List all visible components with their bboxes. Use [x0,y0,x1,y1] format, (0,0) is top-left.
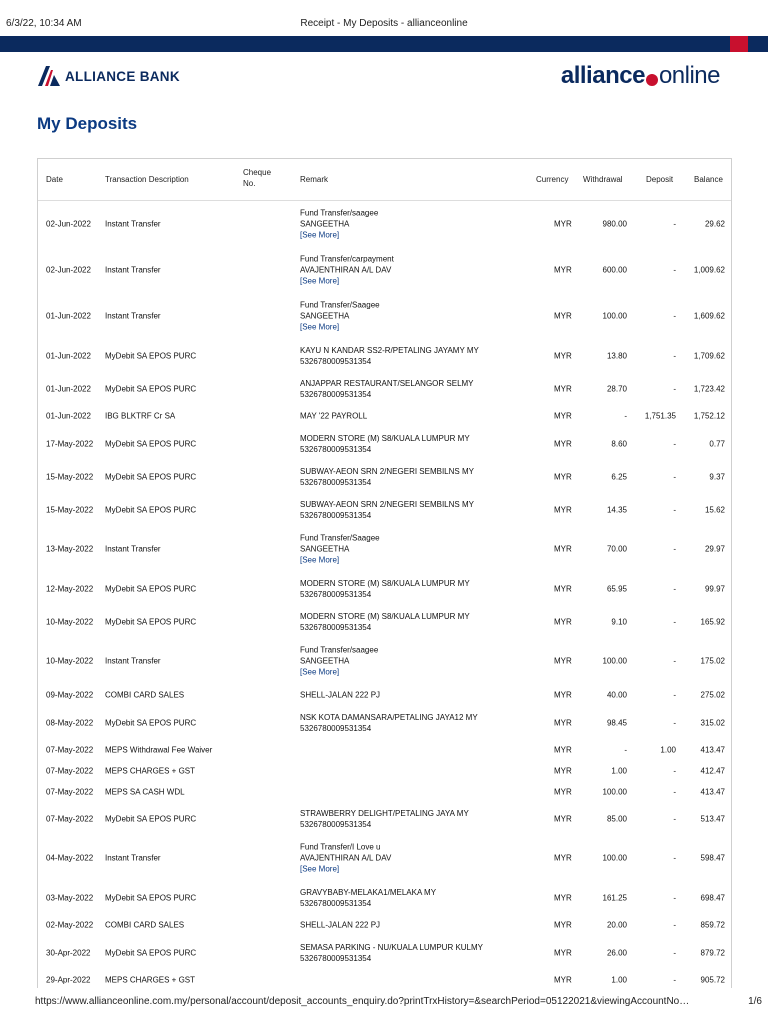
table-row [38,881,731,914]
print-page-number: 1/6 [748,996,762,1007]
cell-currency: MYR [554,505,572,514]
cell-description: Instant Transfer [105,265,161,275]
cell-currency: MYR [554,766,572,775]
cell-deposit: - [673,893,676,902]
see-more-link[interactable]: [See More] [300,230,340,240]
cell-withdrawal: 1.00 [611,766,627,775]
cell-date: 04-May-2022 [46,853,94,863]
print-url: https://www.allianceonline.com.my/personal/account/deposit_accounts_enquiry.do?printTrxHistory=&searchPeriod=05122021&viewingAccountNo… [35,996,690,1007]
cell-deposit: - [673,439,676,448]
cell-date: 12-May-2022 [46,584,94,593]
cell-remark [300,533,380,566]
cell-deposit: - [673,265,676,275]
cell-date: 10-May-2022 [46,656,94,666]
cell-currency: MYR [554,893,572,902]
cell-date: 08-May-2022 [46,718,94,727]
remark-line: KAYU N KANDAR SS2-R/PETALING JAYAMY MY [300,345,479,355]
cell-balance: 0.77 [709,439,725,448]
cell-deposit: - [673,219,676,229]
remark-line: 5326780009531354 [300,510,372,520]
remark-line: 5326780009531354 [300,819,372,829]
cell-balance: 698.47 [700,893,725,902]
cell-deposit: - [673,505,676,514]
remark-line: MODERN STORE (M) S8/KUALA LUMPUR MY [300,578,470,588]
table-body [38,201,731,988]
remark-line: SUBWAY-AEON SRN 2/NEGERI SEMBILNS MY [300,466,474,476]
remark-line: SUBWAY-AEON SRN 2/NEGERI SEMBILNS MY [300,499,474,509]
logo-text-online: online [658,62,720,89]
cell-balance: 175.02 [700,656,725,666]
cell-currency: MYR [554,853,572,863]
cell-date: 02-May-2022 [46,920,94,930]
cell-withdrawal: 13.80 [606,351,627,360]
cell-remark [300,208,378,241]
table-row [38,684,731,706]
remark-line: 5326780009531354 [300,356,372,366]
header-cheque-line1: Cheque [243,168,272,177]
cell-remark [300,254,394,287]
allianceonline-logo [561,62,720,90]
cell-currency: MYR [554,384,572,393]
cell-currency: MYR [554,411,572,421]
remark-line: ANJAPPAR RESTAURANT/SELANGOR SELMY [300,378,474,388]
cell-date: 15-May-2022 [46,505,94,514]
cell-deposit: - [673,544,676,554]
table-row [38,781,731,802]
see-more-link[interactable]: [See More] [300,864,340,874]
cell-balance: 99.97 [704,584,725,593]
cell-date: 07-May-2022 [46,814,94,823]
cell-date: 30-Apr-2022 [46,948,91,957]
header-deposit: Deposit [646,175,674,184]
cell-description: MyDebit SA EPOS PURC [105,439,197,448]
cell-currency: MYR [554,745,572,754]
cell-remark [300,300,380,333]
see-more-link[interactable]: [See More] [300,276,340,286]
remark-line: Fund Transfer/saagee [300,208,379,218]
cell-date: 10-May-2022 [46,617,94,626]
cell-withdrawal: 161.25 [602,893,627,902]
cell-currency: MYR [554,690,572,700]
cell-deposit: - [673,351,676,360]
cell-remark [300,411,367,422]
cell-withdrawal: - [624,411,627,421]
remark-line: SANGEETHA [300,311,350,321]
cell-withdrawal: 100.00 [602,853,627,863]
cell-withdrawal: 980.00 [602,219,627,229]
cell-date: 15-May-2022 [46,472,94,481]
remark-line: MAY '22 PAYROLL [300,411,368,421]
cell-description: Instant Transfer [105,544,161,554]
header-balance: Balance [694,175,723,184]
cell-description: MEPS CHARGES + GST [105,766,196,775]
print-header [0,0,768,34]
cell-remark [300,578,470,600]
cell-deposit: - [673,948,676,957]
cell-balance: 859.72 [700,920,725,930]
remark-line: Fund Transfer/saagee [300,645,379,655]
page-title: My Deposits [37,114,138,133]
cell-remark [300,808,469,830]
cell-balance: 513.47 [700,814,725,823]
cell-currency: MYR [554,439,572,448]
remark-line: MODERN STORE (M) S8/KUALA LUMPUR MY [300,433,470,443]
cell-date: 01-Jun-2022 [46,411,91,421]
cell-balance: 15.62 [704,505,725,514]
cell-remark [300,690,380,701]
table-row [38,339,731,372]
cell-balance: 1,709.62 [693,351,725,360]
table-row [38,572,731,605]
table-row [38,936,731,969]
remark-line: 5326780009531354 [300,953,372,963]
cell-deposit: - [673,656,676,666]
table-row [38,427,731,460]
cell-date: 17-May-2022 [46,439,94,448]
cell-date: 07-May-2022 [46,745,94,754]
cell-date: 29-Apr-2022 [46,975,91,984]
alliance-bank-logo [38,66,180,86]
cell-balance: 29.62 [704,219,725,229]
remark-line: AVAJENTHIRAN A/L DAV [300,853,392,863]
cell-balance: 315.02 [700,718,725,727]
cell-deposit: 1.00 [660,745,676,754]
cell-description: MEPS SA CASH WDL [105,787,185,796]
cell-description: Instant Transfer [105,219,161,229]
cell-currency: MYR [554,814,572,823]
cell-withdrawal: 9.10 [611,617,627,626]
remark-line: SANGEETHA [300,544,350,554]
cell-balance: 9.37 [709,472,725,481]
cell-withdrawal: 14.35 [606,505,627,514]
cell-deposit: - [673,766,676,775]
cell-description: MyDebit SA EPOS PURC [105,948,197,957]
table-row [38,760,731,781]
remark-line: SANGEETHA [300,219,350,229]
bank-name: ALLIANCE BANK [65,68,180,84]
cell-remark [300,499,474,521]
see-more-link[interactable]: [See More] [300,555,340,565]
cell-description: MEPS Withdrawal Fee Waiver [105,745,213,754]
cell-date: 02-Jun-2022 [46,219,91,229]
cell-balance: 412.47 [700,766,725,775]
cell-description: MyDebit SA EPOS PURC [105,718,197,727]
table-row [38,247,731,293]
cell-description: Instant Transfer [105,853,161,863]
table-row [38,638,731,684]
cell-remark [300,466,474,488]
remark-line: SEMASA PARKING - NU/KUALA LUMPUR KULMY [300,942,484,952]
cell-date: 02-Jun-2022 [46,265,91,275]
cell-description: MyDebit SA EPOS PURC [105,893,197,902]
remark-line: 5326780009531354 [300,589,372,599]
cell-deposit: - [673,920,676,930]
remark-line: 5326780009531354 [300,477,372,487]
cell-withdrawal: 98.45 [606,718,627,727]
see-more-link[interactable]: [See More] [300,667,340,677]
cell-withdrawal: 28.70 [606,384,627,393]
remark-line: SHELL-JALAN 222 PJ [300,690,381,700]
table-row [38,293,731,339]
cell-remark [300,712,478,734]
cell-currency: MYR [554,975,572,984]
cell-withdrawal: 70.00 [606,544,627,554]
cell-deposit: - [673,718,676,727]
cell-description: MEPS CHARGES + GST [105,975,196,984]
remark-line: NSK KOTA DAMANSARA/PETALING JAYA12 MY [300,712,478,722]
cell-description: MyDebit SA EPOS PURC [105,505,197,514]
header-cheque-no [243,167,271,189]
cell-deposit: - [673,975,676,984]
cell-date: 07-May-2022 [46,787,94,796]
cell-remark [300,645,378,678]
cell-remark [300,887,436,909]
cell-currency: MYR [554,472,572,481]
table-row [38,835,731,881]
cell-currency: MYR [554,656,572,666]
cell-currency: MYR [554,311,572,321]
cell-withdrawal: 85.00 [606,814,627,823]
cell-description: MyDebit SA EPOS PURC [105,472,197,481]
cell-description: Instant Transfer [105,656,161,666]
cell-description: MyDebit SA EPOS PURC [105,617,197,626]
cell-withdrawal: 65.95 [606,584,627,593]
table-row [38,969,731,988]
cell-withdrawal: 100.00 [602,656,627,666]
table-row [38,405,731,427]
cell-withdrawal: 20.00 [606,920,627,930]
cell-description: COMBI CARD SALES [105,690,185,700]
cell-date: 01-Jun-2022 [46,311,91,321]
cell-deposit: - [673,617,676,626]
logo-text-alliance: alliance [560,62,645,89]
cell-description: MyDebit SA EPOS PURC [105,384,197,393]
table-row [38,372,731,405]
cell-withdrawal: 40.00 [606,690,627,700]
cell-balance: 905.72 [700,975,725,984]
remark-line: 5326780009531354 [300,444,372,454]
remark-line: Fund Transfer/I Love u [300,842,381,852]
brand-top-bar [0,36,768,52]
cell-withdrawal: 100.00 [602,311,627,321]
header-remark: Remark [300,175,329,184]
remark-line: Fund Transfer/Saagee [300,533,380,543]
cell-deposit: - [673,787,676,796]
cell-description: Instant Transfer [105,311,161,321]
cell-withdrawal: 8.60 [611,439,627,448]
cell-currency: MYR [554,787,572,796]
cell-deposit: - [673,814,676,823]
table-header [38,159,731,201]
remark-line: MODERN STORE (M) S8/KUALA LUMPUR MY [300,611,470,621]
cell-remark [300,433,470,455]
cell-balance: 29.97 [704,544,725,554]
cell-balance: 879.72 [700,948,725,957]
brand-accent-stripe [730,36,748,52]
cell-remark [300,611,470,633]
table-row [38,460,731,493]
table-row [38,739,731,760]
cell-balance: 413.47 [700,745,725,754]
cell-description: COMBI CARD SALES [105,920,185,930]
remark-line: Fund Transfer/carpayment [300,254,394,264]
remark-line: 5326780009531354 [300,898,372,908]
remark-line: STRAWBERRY DELIGHT/PETALING JAYA MY [300,808,469,818]
remark-line: SHELL-JALAN 222 PJ [300,920,381,930]
header-currency: Currency [536,175,569,184]
logo-red-dot-icon [646,74,658,86]
transactions-table [37,158,732,988]
cell-date: 13-May-2022 [46,544,94,554]
cell-date: 01-Jun-2022 [46,384,91,393]
remark-line: 5326780009531354 [300,622,372,632]
cell-remark [300,942,483,964]
cell-withdrawal: 6.25 [611,472,627,481]
table-row [38,493,731,526]
cell-currency: MYR [554,584,572,593]
header-withdrawal: Withdrawal [583,175,623,184]
cell-date: 03-May-2022 [46,893,94,902]
cell-currency: MYR [554,544,572,554]
table-row [38,706,731,739]
cell-deposit: - [673,311,676,321]
table-row [38,201,731,247]
cell-currency: MYR [554,920,572,930]
remark-line: GRAVYBABY-MELAKA1/MELAKA MY [300,887,437,897]
cell-remark [300,345,479,367]
cell-balance: 413.47 [700,787,725,796]
cell-description: MyDebit SA EPOS PURC [105,351,197,360]
cell-description: IBG BLKTRF Cr SA [105,411,176,421]
remark-line: 5326780009531354 [300,389,372,399]
cell-date: 01-Jun-2022 [46,351,91,360]
cell-currency: MYR [554,948,572,957]
cell-currency: MYR [554,219,572,229]
cell-date: 09-May-2022 [46,690,94,700]
cell-deposit: - [673,472,676,481]
print-datetime: 6/3/22, 10:34 AM [6,18,82,29]
print-document-title: Receipt - My Deposits - allianceonline [300,18,468,29]
cell-deposit: - [673,384,676,393]
cell-remark [300,920,380,931]
cell-description: MyDebit SA EPOS PURC [105,584,197,593]
alliance-bank-logo-icon [38,66,60,86]
cell-balance: 1,752.12 [693,411,725,421]
header-date: Date [46,175,63,184]
cell-withdrawal: 1.00 [611,975,627,984]
table-row [38,526,731,572]
cell-deposit: 1,751.35 [644,411,676,421]
cell-withdrawal: 26.00 [606,948,627,957]
cell-currency: MYR [554,617,572,626]
header-cheque-line2: No. [243,179,256,188]
cell-remark [300,842,391,875]
cell-currency: MYR [554,718,572,727]
remark-line: 5326780009531354 [300,723,372,733]
table-row [38,605,731,638]
see-more-link[interactable]: [See More] [300,322,340,332]
header-description: Transaction Description [105,175,189,184]
cell-deposit: - [673,853,676,863]
cell-withdrawal: - [624,745,627,754]
cell-balance: 1,009.62 [693,265,725,275]
remark-line: Fund Transfer/Saagee [300,300,380,310]
cell-balance: 165.92 [700,617,725,626]
table-row [38,914,731,936]
cell-balance: 1,609.62 [693,311,725,321]
cell-withdrawal: 100.00 [602,787,627,796]
cell-balance: 1,723.42 [693,384,725,393]
cell-currency: MYR [554,351,572,360]
table-row [38,802,731,835]
remark-line: SANGEETHA [300,656,350,666]
cell-description: MyDebit SA EPOS PURC [105,814,197,823]
cell-withdrawal: 600.00 [602,265,627,275]
cell-currency: MYR [554,265,572,275]
cell-deposit: - [673,584,676,593]
cell-remark [300,378,474,400]
cell-balance: 598.47 [700,853,725,863]
remark-line: AVAJENTHIRAN A/L DAV [300,265,392,275]
cell-balance: 275.02 [700,690,725,700]
cell-deposit: - [673,690,676,700]
cell-date: 07-May-2022 [46,766,94,775]
